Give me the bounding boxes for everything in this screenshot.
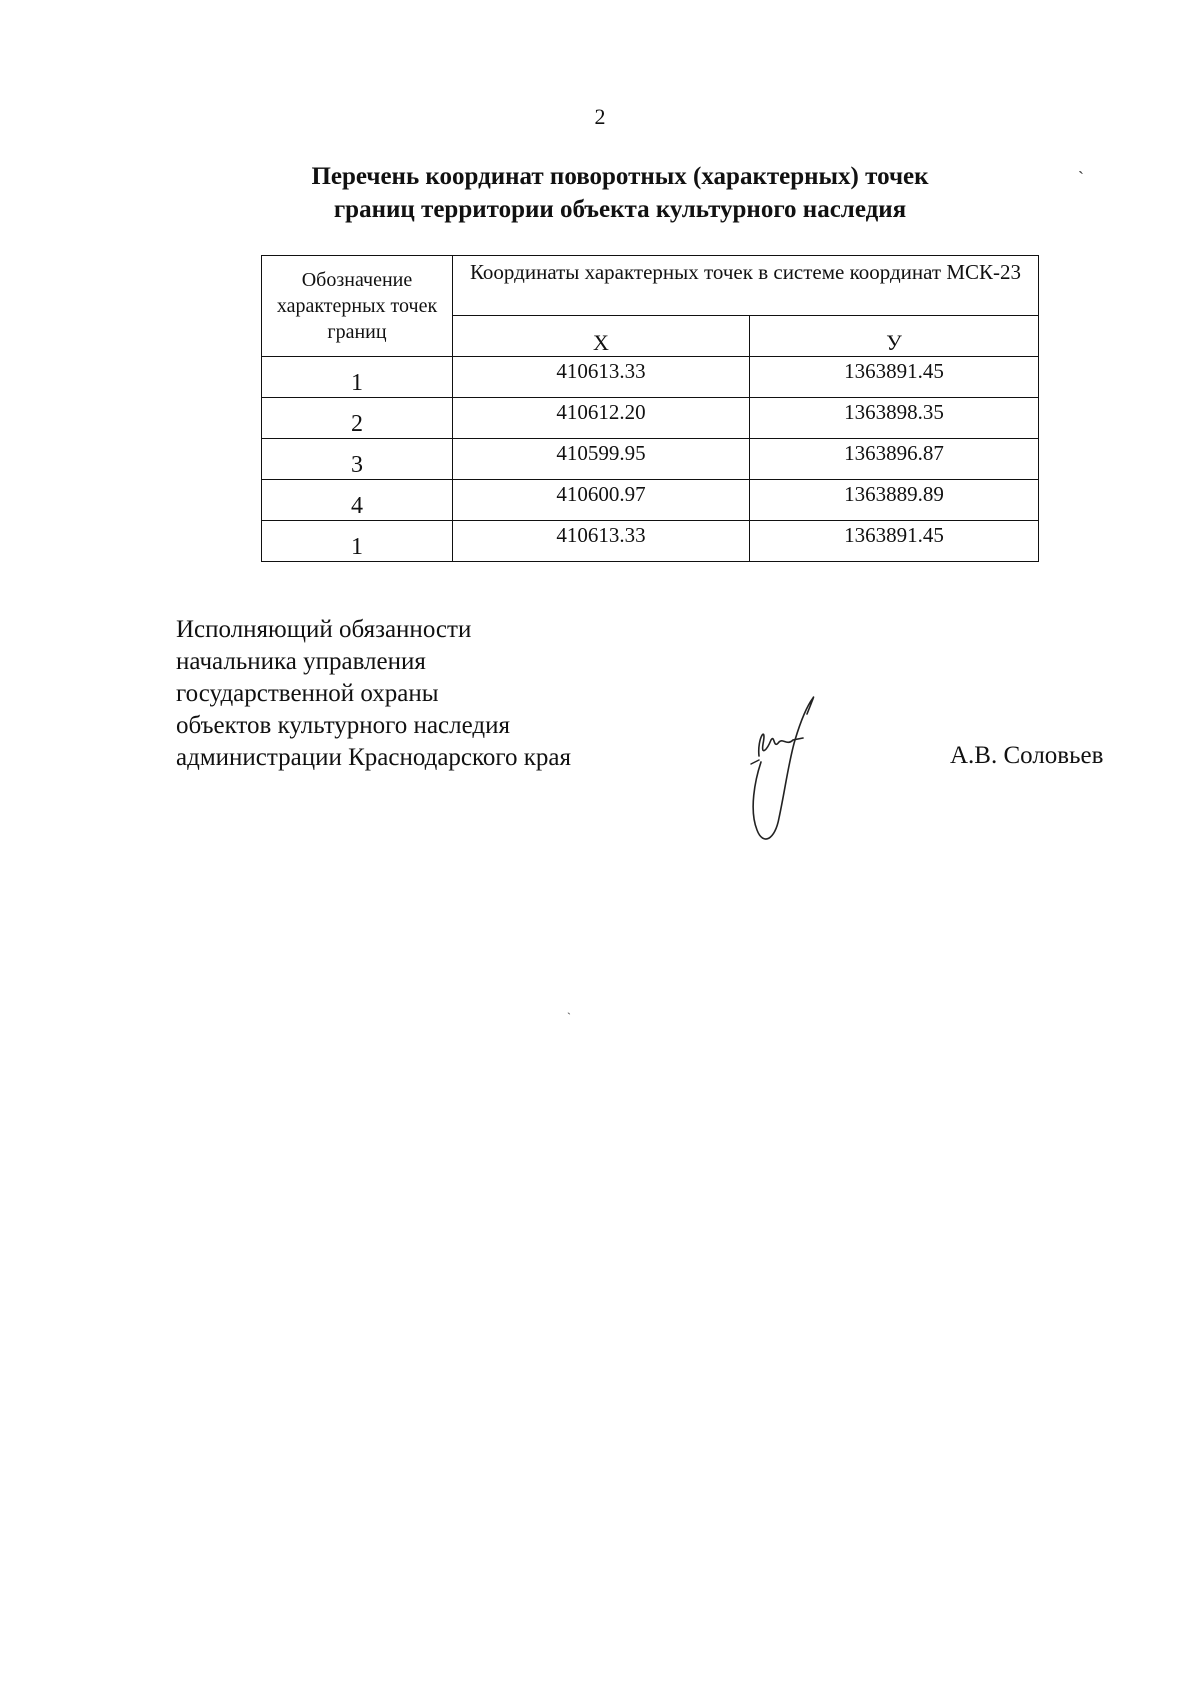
- header-coordinates: Координаты характерных точек в системе координат МСК-23: [453, 256, 1039, 316]
- cell-point: 4: [262, 480, 453, 521]
- cell-x: 410600.97: [453, 480, 750, 521]
- position-line: администрации Краснодарского края: [176, 744, 572, 771]
- table-row: [262, 480, 1039, 521]
- cell-x: 410613.33: [453, 521, 750, 562]
- stray-mark: `: [567, 1010, 571, 1024]
- cell-point: 1: [262, 521, 453, 562]
- position-line: начальника управления: [176, 648, 426, 675]
- signatory-position: [176, 614, 696, 774]
- cell-y: 1363896.87: [750, 439, 1039, 480]
- cell-point: 2: [262, 398, 453, 439]
- position-line: объектов культурного наследия: [176, 712, 510, 739]
- table-row: [262, 357, 1039, 398]
- header-x: X: [453, 316, 750, 357]
- header-y: У: [750, 316, 1039, 357]
- cell-y: 1363898.35: [750, 398, 1039, 439]
- table-row: [262, 521, 1039, 562]
- signer-name: А.В. Соловьев: [950, 742, 1104, 769]
- header-point-designation: Обозначение характерных точек границ: [262, 256, 453, 357]
- cell-x: 410612.20: [453, 398, 750, 439]
- cell-x: 410613.33: [453, 357, 750, 398]
- cell-point: 3: [262, 439, 453, 480]
- table-header-row: [262, 256, 1039, 316]
- table-row: [262, 398, 1039, 439]
- page-number: 2: [594, 104, 606, 129]
- cell-y: 1363889.89: [750, 480, 1039, 521]
- stray-mark: `: [1078, 168, 1084, 188]
- title-line-2: границ территории объекта культурного наследия: [333, 196, 907, 223]
- document-title: [240, 160, 1000, 226]
- position-line: государственной охраны: [176, 680, 439, 707]
- handwritten-signature: [745, 690, 855, 850]
- coordinates-table: [261, 255, 1039, 562]
- cell-x: 410599.95: [453, 439, 750, 480]
- cell-y: 1363891.45: [750, 357, 1039, 398]
- cell-point: 1: [262, 357, 453, 398]
- position-line: Исполняющий обязанности: [176, 616, 472, 643]
- title-line-1: Перечень координат поворотных (характерных) точек: [311, 163, 929, 190]
- table-row: [262, 439, 1039, 480]
- cell-y: 1363891.45: [750, 521, 1039, 562]
